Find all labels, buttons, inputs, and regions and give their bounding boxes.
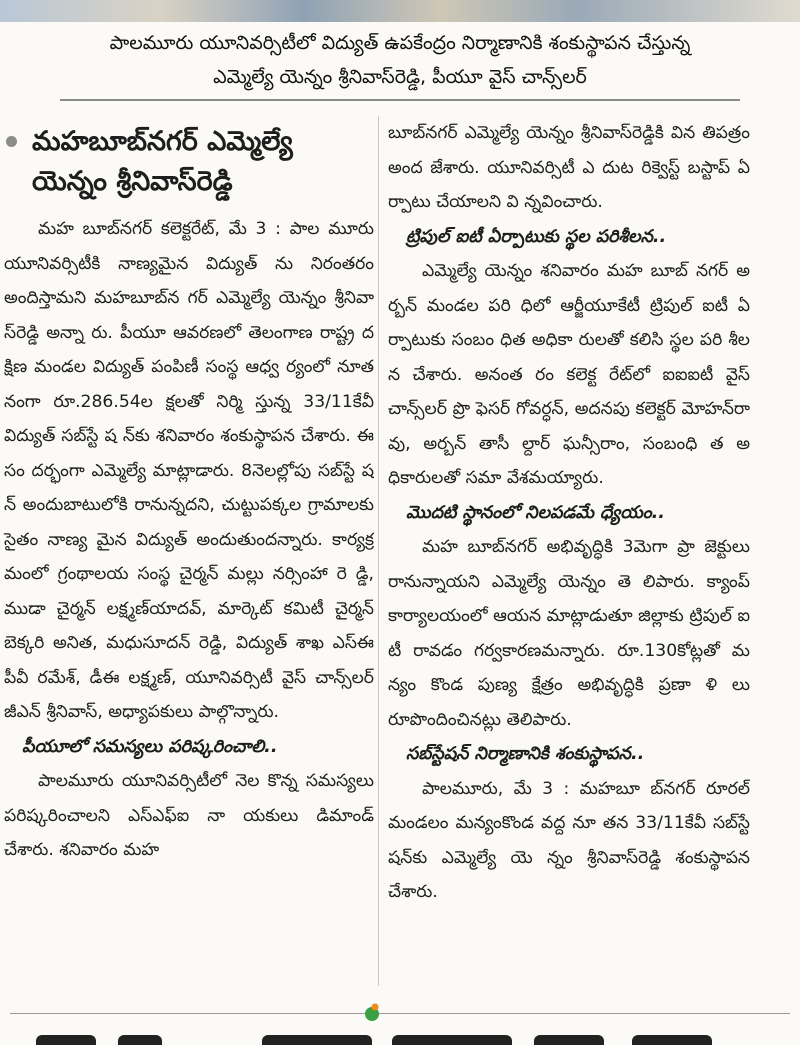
cutoff-glyph xyxy=(36,1035,96,1045)
right-subheading-3: సబ్‌స్టేషన్ నిర్మాణానికి శంకుస్థాపన.. xyxy=(406,744,645,764)
caption-line-2: ఎమ్మెల్యే యెన్నం శ్రీనివాస్‌రెడ్డి, పీయూ వైస్ చాన్స్‌లర్ xyxy=(213,66,587,88)
right-subheading-2: మొదటి స్థానంలో నిలపడమే ధ్యేయం.. xyxy=(406,502,665,523)
cutoff-glyph xyxy=(262,1035,372,1045)
left-column xyxy=(0,116,374,996)
right-subheading-1: ట్రిపుల్ ఐటీ ఏర్పాటుకు స్థల పరిశీలన.. xyxy=(406,226,667,247)
cutoff-glyph xyxy=(534,1035,604,1045)
cutoff-glyph xyxy=(632,1035,712,1045)
next-article-headline-cutoff xyxy=(0,1027,800,1045)
cutoff-glyph xyxy=(118,1035,162,1045)
article-headline xyxy=(4,122,374,202)
left-subheading-1: పీయూలో సమస్యలు పరిష్కరించాలి.. xyxy=(22,736,278,757)
bullet-dot-icon xyxy=(6,136,17,147)
column-divider xyxy=(378,116,379,986)
right-column xyxy=(388,116,750,996)
cutoff-glyph xyxy=(392,1035,512,1045)
right-paragraph-2: ఎమ్మెల్యే యెన్నం శనివారం మహ బూబ్ నగర్ అర్బన్ మండల పరి ధిలో ఆర్జీయూకేటీ ట్రిపుల్ ఐటీ ఏర్పాటుకు సంబం ధిత అధికా రులతో కలిసి స్థల పరి శీలన చేశారు. అనంత రం కలెక్ట రేట్‌లో ఐఐఐటీ వైస్ చాన్స్‌లర్ ప్రొ ఫెసర్ గోవర్ధన్, అదనపు కలెక్టర్ మోహన్‌రా వు, అర్బన్ తాసీ ల్దార్ ఘన్సీరాం, సంబంధి త అధికారులతో సమా వేశమయ్యారు. xyxy=(388,261,750,488)
right-paragraph-3: మహ బూబ్‌నగర్ అభివృద్ధికి 3మెగా ప్రా జెక్టులు రానున్నాయని ఎమ్మెల్యే యెన్నం తె లిపారు. క్యాంప్ కార్యాలయంలో ఆయన మాట్లాడుతూ జిల్లాకు ట్రిపుల్ ఐటీ రావడం గర్వకారణమన్నారు. రూ.130కోట్లతో మ న్యం కొండ పుణ్య క్షేత్రం అభివృద్ధికి ప్రణా ళి లు రూపొందించినట్లు తెలిపారు. xyxy=(388,537,750,730)
left-paragraph-2: పాలమూరు యూనివర్సిటీలో నెల కొన్న సమస్యలు పరిష్కరించాలని ఎస్ఎఫ్ఐ నా యకులు డిమాండ్ చేశారు. శనివారం మహ xyxy=(4,771,374,860)
right-paragraph-1: బూబ్‌నగర్ ఎమ్మెల్యే యెన్నం శ్రీనివాస్‌రెడ్డికి విన తిపత్రం అంద జేశారు. యూనివర్సిటీ ఎ దుట రిక్వెస్ట్ బస్టాప్ ఏర్పాటు చేయాలని వి న్నవించారు. xyxy=(388,123,750,212)
caption-line-1: పాలమూరు యూనివర్సిటీలో విద్యుత్ ఉపకేంద్రం నిర్మాణానికి శంకుస్థాపన చేస్తున్న xyxy=(109,32,691,54)
left-paragraph-1: మహ బూబ్‌నగర్ కలెక్టరేట్, మే 3 : పాల మూరు యూనివర్సిటీకి నాణ్యమైన విద్యుత్ ను నిరంతరం అందిస్తామని మహబూబ్‌న గర్ ఎమ్మెల్యే యెన్నం శ్రీనివా స్‌రెడ్డి అన్నా రు. పీయూ ఆవరణలో తెలంగాణ రాష్ట్ర ద క్షిణ మండల విద్యుత్ పంపిణీ సంస్థ ఆధ్వ ర్యంలో నూతనంగా రూ.286.54ల క్షలతో నిర్మి స్తున్న 33/11కేవీ విద్యుత్ సబ్‌స్టే ష న్‌కు శనివారం శంకుస్థాపన చేశారు. ఈ సం దర్భంగా ఎమ్మెల్యే మాట్లాడారు. 8నెలల్లోపు సబ్‌స్టే షన్ అందుబాటులోకి రానున్నదని, చుట్టుపక్కల గ్రామాలకు సైతం నాణ్య మైన విద్యుత్ అందుతుందన్నారు. కార్యక్రమంలో గ్రంథాలయ సంస్థ చైర్మన్ మల్లు నర్సింహా రె డ్డి, ముడా చైర్మన్ లక్ష్మణ్‌యాదవ్, మార్కెట్ కమిటీ చైర్మన్ బెక్కరి అనిత, మధుసూదన్ రెడ్డి, విద్యుత్ శాఖ ఎస్ఈ పీవీ రమేశ్, డీఈ లక్ష్మణ్, యూనివర్సిటీ వైస్ చాన్స్‌లర్ జీఎన్ శ్రీనివాస్, అధ్యాపకులు పాల్గొన్నారు. xyxy=(4,219,374,722)
photo-strip xyxy=(0,0,800,22)
photo-caption xyxy=(0,26,800,94)
newspaper-logo-icon xyxy=(361,1001,383,1023)
logo-orange-dot xyxy=(372,1004,379,1011)
right-paragraph-4: పాలమూరు, మే 3 : మహబూ బ్‌నగర్ రూరల్ మండలం మన్యంకొండ వద్ద నూ తన 33/11కేవీ సబ్‌స్టే షన్‌కు ఎమ్మెల్యే యె న్నం శ్రీనివాస్‌రెడ్డి శంకుస్థాపన చేశారు. xyxy=(388,778,750,902)
headline-line-1: మహబూబ్‌నగర్ ఎమ్మెల్యే xyxy=(32,126,293,157)
caption-underline xyxy=(60,99,740,101)
footer-divider xyxy=(10,1013,790,1014)
headline-line-2: యెన్నం శ్రీనివాస్‌రెడ్డి xyxy=(32,166,233,197)
